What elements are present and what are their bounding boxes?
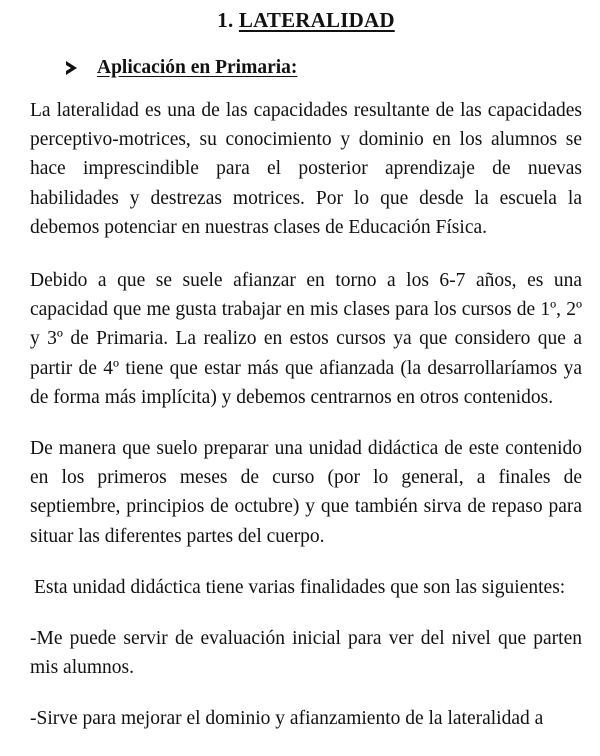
paragraph-1: La lateralidad es una de las capacidades resultante de las capacidades perceptivo-motrices, su conocimiento y dominio en los alumnos se hace imprescindible para el posterior aprendizaje de nuevas habilidades y destrezas motrices. Por lo que desde la escuela la debemos potenciar en nuestras clases de Educación Física. bbox=[30, 100, 582, 238]
section-number: 1. bbox=[217, 8, 234, 32]
section-title bbox=[30, 6, 582, 34]
section-title-text: LATERALIDAD bbox=[238, 8, 395, 32]
paragraph-3: De manera que suelo preparar una unidad didáctica de este contenido en los primeros meses de curso (por lo general, a finales de septiembre, principios de octubre) y que también sirva de repaso para situar las diferentes partes del cuerpo. bbox=[30, 438, 582, 547]
paragraph-4: Esta unidad didáctica tiene varias finalidades que son las siguientes: bbox=[34, 576, 566, 598]
paragraph-2: Debido a que se suele afianzar en torno a los 6-7 años, es una capacidad que me gusta trabajar en mis clases para los cursos de 1º, 2º y 3º de Primaria. La realizo en estos cursos ya que considero que a partir de 4º tiene que estar más que afianzada (la desarrollaríamos ya de forma más implícita) y debemos centrarnos en otros contenidos. bbox=[30, 270, 582, 408]
subheading-text: Aplicación en Primaria: bbox=[97, 57, 298, 78]
paragraph-6: -Sirve para mejorar el dominio y afianzamiento de la lateralidad a bbox=[30, 708, 544, 730]
document-page bbox=[30, 6, 582, 734]
arrow-bullet-icon bbox=[66, 61, 77, 75]
subheading bbox=[66, 54, 582, 82]
paragraph-5: -Me puede servir de evaluación inicial para ver del nivel que parten mis alumnos. bbox=[30, 628, 582, 679]
